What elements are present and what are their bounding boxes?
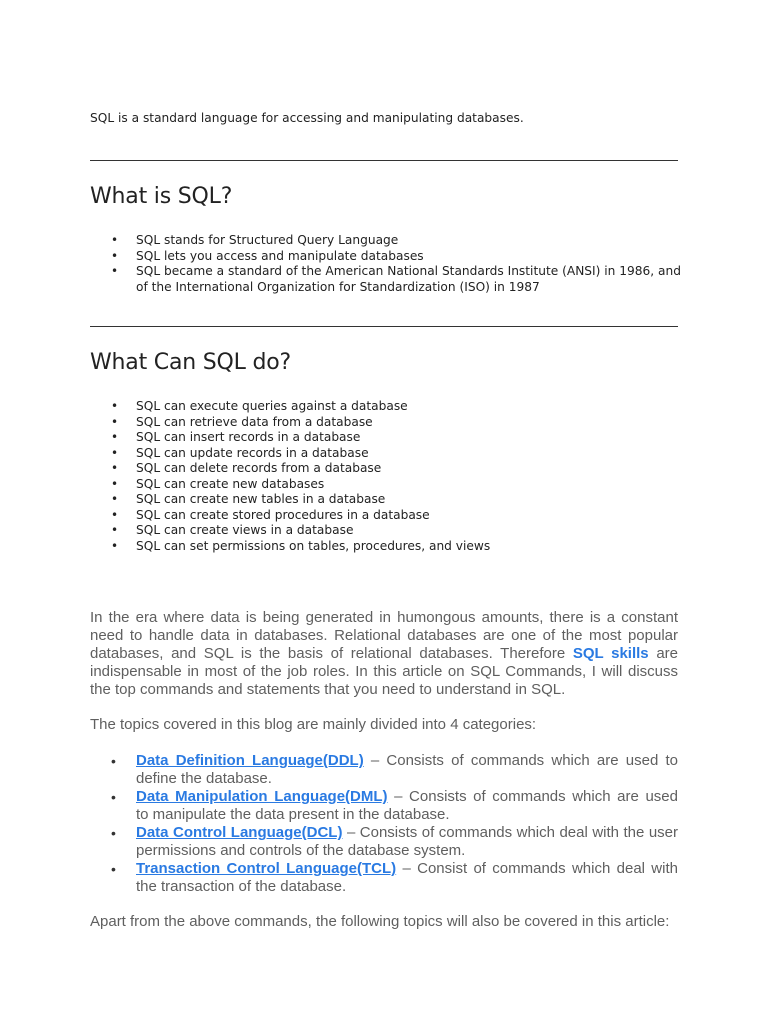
intro-text: SQL is a standard language for accessing and manipulating databases. [90, 111, 524, 125]
list-item: • SQL can create new tables in a database [90, 492, 678, 508]
list-item: • SQL can create views in a database [90, 523, 678, 539]
list-item: • SQL can delete records from a database [90, 461, 678, 477]
dcl-link[interactable]: Data Control Language(DCL) [136, 824, 343, 841]
what-is-sql-list [90, 233, 681, 295]
list-item: • SQL can create stored procedures in a database [90, 508, 678, 524]
list-item: • SQL stands for Structured Query Language [90, 233, 678, 249]
list-item: • Data Definition Language(DDL) – Consists of commands which are used to define the database. [90, 752, 678, 788]
additional-topics-paragraph: Apart from the above commands, the following topics will also be covered in this article: [90, 913, 670, 930]
list-item: • SQL can update records in a database [90, 446, 678, 462]
tcl-link[interactable]: Transaction Control Language(TCL) [136, 860, 397, 877]
topics-paragraph: The topics covered in this blog are mainly divided into 4 categories: [90, 716, 537, 733]
categories-list [90, 752, 678, 896]
list-item: • Transaction Control Language(TCL) – Consist of commands which deal with the transaction of the database. [90, 860, 678, 896]
list-item: • SQL can set permissions on tables, procedures, and views [90, 539, 678, 555]
ddl-link[interactable]: Data Definition Language(DDL) [136, 752, 364, 769]
list-item: • SQL can retrieve data from a database [90, 415, 678, 431]
dml-link[interactable]: Data Manipulation Language(DML) [136, 788, 388, 805]
list-item: • Data Control Language(DCL) – Consists of commands which deal with the user permissions and controls of the database system. [90, 824, 678, 860]
list-item: • Data Manipulation Language(DML) – Consists of commands which are used to manipulate the data present in the database. [90, 788, 678, 824]
intro-paragraph: In the era where data is being generated in humongous amounts, there is a constant need to handle data in databases. Relational databases are one of the most popular databases, and SQL is the basis of relational databases. Therefore SQL skills are indispensable in most of the job roles. In this article on SQL Commands, I will discuss the top commands and statements that you need to understand in SQL. [90, 609, 678, 698]
heading-what-can-sql-do: What Can SQL do? [90, 350, 292, 375]
list-item: • SQL lets you access and manipulate databases [90, 249, 678, 265]
what-can-sql-do-list [90, 399, 678, 554]
horizontal-rule [90, 160, 678, 161]
heading-what-is-sql: What is SQL? [90, 184, 233, 209]
horizontal-rule [90, 326, 678, 327]
list-item: • SQL can insert records in a database [90, 430, 678, 446]
list-item: • SQL can create new databases [90, 477, 678, 493]
list-item: • SQL became a standard of the American National Standards Institute (ANSI) in 1986, and of the International Organization for Standardization (ISO) in 1987 [90, 264, 678, 295]
list-item: • SQL can execute queries against a database [90, 399, 678, 415]
sql-skills-link[interactable]: SQL skills [572, 645, 649, 662]
